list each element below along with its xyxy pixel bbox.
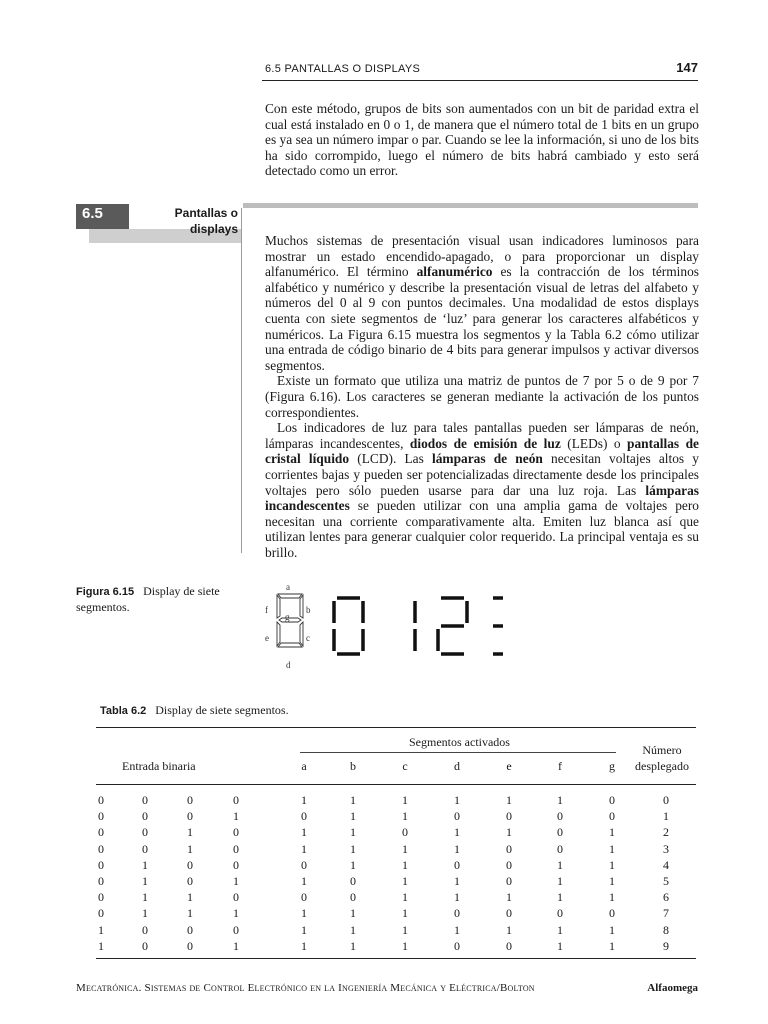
footer-publisher: Alfaomega bbox=[647, 982, 698, 994]
segment-cell: 0 bbox=[609, 793, 615, 807]
segment-cell: 1 bbox=[454, 874, 460, 888]
segment-label-b: b bbox=[306, 605, 311, 615]
segment-column-header-f: f bbox=[558, 759, 562, 773]
footer-book-title: Mecatrónica. Sistemas de Control Electrónico en la Ingeniería Mecánica y Eléctrica/Bolton bbox=[76, 982, 535, 994]
segment-diagram bbox=[277, 594, 303, 647]
segment-cell: 0 bbox=[454, 938, 460, 953]
segment-label-a: a bbox=[286, 582, 290, 592]
displayed-number-cell: 5 bbox=[663, 874, 669, 888]
page-number: 147 bbox=[676, 60, 698, 75]
input-bit-cell: 0 bbox=[142, 938, 148, 953]
segment-cell: 1 bbox=[402, 857, 408, 872]
table-bottom-rule bbox=[96, 958, 696, 959]
text-run: Los indicadores de luz para tales pantallas pueden ser lámparas de neón, lámparas incandescentes, bbox=[265, 420, 699, 451]
header-segments: Segmentos activados bbox=[409, 735, 510, 749]
displayed-number-cell: 7 bbox=[663, 906, 669, 921]
segment-cell: 1 bbox=[454, 793, 460, 807]
input-bit-cell: 0 bbox=[187, 874, 193, 888]
input-bit-cell: 1 bbox=[142, 890, 148, 905]
figure-caption bbox=[76, 584, 246, 615]
segment-cell: 1 bbox=[350, 938, 356, 953]
text-run: se pueden utilizar con una amplia gama de voltajes pero necesitan una corriente comparativamente alta. Emiten luz blanca así que utilizan lentes para generar cualquier color requerido. La principal ventaja es su brillo. bbox=[265, 498, 699, 560]
segment-cell: 0 bbox=[506, 809, 512, 824]
input-bit-cell: 0 bbox=[187, 809, 193, 824]
segment-cell: 1 bbox=[301, 938, 307, 953]
segment-cell: 0 bbox=[301, 890, 307, 905]
segment-label-f: f bbox=[265, 605, 268, 615]
input-bit-cell: 1 bbox=[142, 874, 148, 888]
segment-cell: 1 bbox=[402, 809, 408, 824]
segment-f-shape bbox=[277, 595, 280, 618]
segment-cell: 1 bbox=[350, 825, 356, 840]
input-bit-cell: 1 bbox=[187, 890, 193, 905]
segment-column-header-d: d bbox=[454, 759, 460, 773]
displayed-number-cell: 0 bbox=[663, 793, 669, 807]
segment-d-shape bbox=[278, 643, 302, 647]
header-number-2: desplegado bbox=[635, 759, 689, 773]
input-bit-cell: 0 bbox=[98, 857, 104, 872]
segment-cell: 1 bbox=[301, 841, 307, 856]
bold-term: alfanumérico bbox=[416, 264, 493, 280]
bold-term: lámparas de neón bbox=[432, 451, 543, 467]
segment-cell: 1 bbox=[609, 938, 615, 953]
running-head: 6.5 PANTALLAS O DISPLAYS bbox=[265, 63, 421, 75]
segment-cell: 1 bbox=[557, 874, 563, 888]
input-bit-cell: 0 bbox=[98, 906, 104, 921]
input-bit-cell: 0 bbox=[233, 857, 239, 872]
segment-column-header-e: e bbox=[506, 759, 512, 773]
segment-cell: 0 bbox=[557, 906, 563, 921]
segment-cell: 1 bbox=[609, 874, 615, 888]
segment-cell: 1 bbox=[557, 890, 563, 905]
segment-cell: 1 bbox=[402, 906, 408, 921]
input-bit-cell: 0 bbox=[233, 825, 239, 840]
segment-e-shape bbox=[277, 622, 280, 646]
input-bit-cell: 1 bbox=[233, 938, 239, 953]
segments-header-rule bbox=[300, 752, 616, 753]
displayed-number-cell: 8 bbox=[663, 922, 669, 937]
led-digit-2 bbox=[438, 598, 467, 654]
displayed-number-cell: 2 bbox=[663, 825, 669, 840]
input-bit-cell: 0 bbox=[233, 793, 239, 807]
segment-cell: 0 bbox=[609, 906, 615, 921]
segment-cell: 0 bbox=[301, 857, 307, 872]
input-bit-cell: 1 bbox=[187, 825, 193, 840]
displayed-number-cell: 1 bbox=[663, 809, 669, 824]
segment-cell: 0 bbox=[557, 825, 563, 840]
input-bit-cell: 0 bbox=[187, 938, 193, 953]
led-digit-0 bbox=[334, 598, 363, 654]
segment-cell: 1 bbox=[350, 809, 356, 824]
segment-g-shape bbox=[279, 618, 301, 622]
segment-cell: 1 bbox=[301, 922, 307, 937]
segment-cell: 1 bbox=[350, 906, 356, 921]
table-label: Tabla 6.2 bbox=[100, 705, 147, 717]
input-bit-cell: 0 bbox=[142, 922, 148, 937]
segment-cell: 0 bbox=[506, 906, 512, 921]
digit-readout bbox=[334, 598, 503, 654]
text-run: necesitan voltajes altos y corrientes bajas y pueden ser potencializadas directamente desde los principales voltajes pero sólo pueden usarse para dar una luz roja. Las bbox=[265, 451, 699, 498]
text-run: es la contracción de los términos alfabético y numérico y describe la presentación visual de letras del alfabeto y números del 0 al 9 con puntos decimales. Una modalidad de estos displays cuenta con siete segmentos de ‘luz’ para generar los caracteres alfabéticos y numéricos. La Figura 6.15 muestra los segmentos y la Tabla 6.2 cómo utilizar una entrada de código binario de 4 bits para generar impulsos y activar diversos segmentos. bbox=[265, 264, 699, 373]
segment-cell: 1 bbox=[454, 825, 460, 840]
text-run: (LEDs) o bbox=[560, 435, 628, 451]
segment-cell: 1 bbox=[557, 857, 563, 872]
segment-cell: 0 bbox=[506, 841, 512, 856]
input-bit-cell: 1 bbox=[233, 874, 239, 888]
body-paragraph-3 bbox=[265, 420, 699, 560]
segment-cell: 1 bbox=[454, 890, 460, 905]
segment-cell: 1 bbox=[350, 793, 356, 807]
header-number-1: Número bbox=[642, 743, 682, 757]
table-caption bbox=[100, 703, 289, 718]
segment-cell: 1 bbox=[301, 793, 307, 807]
segment-a-shape bbox=[278, 594, 302, 598]
input-bit-cell: 0 bbox=[233, 890, 239, 905]
input-bit-cell: 1 bbox=[98, 938, 104, 953]
segment-cell: 0 bbox=[350, 874, 356, 888]
body-paragraph-1 bbox=[265, 233, 699, 373]
segment-cell: 1 bbox=[454, 841, 460, 856]
table-top-rule bbox=[96, 727, 696, 728]
figure-caption-text: Display de siete segmentos. bbox=[76, 584, 220, 614]
input-bit-cell: 1 bbox=[233, 809, 239, 824]
segment-cell: 0 bbox=[454, 857, 460, 872]
segment-cell: 0 bbox=[454, 809, 460, 824]
segment-column-header-c: c bbox=[402, 759, 408, 773]
input-bit-cell: 1 bbox=[142, 906, 148, 921]
input-bit-cell: 0 bbox=[187, 857, 193, 872]
segment-cell: 0 bbox=[506, 857, 512, 872]
segment-cell: 1 bbox=[557, 793, 563, 807]
segment-cell: 0 bbox=[402, 825, 408, 840]
segment-cell: 0 bbox=[454, 906, 460, 921]
segment-cell: 0 bbox=[557, 809, 563, 824]
segment-cell: 1 bbox=[402, 922, 408, 937]
segment-cell: 1 bbox=[301, 874, 307, 888]
section-rule bbox=[243, 203, 698, 208]
figure-label: Figura 6.15 bbox=[76, 586, 135, 598]
input-bit-cell: 0 bbox=[98, 874, 104, 888]
segment-cell: 0 bbox=[557, 841, 563, 856]
segment-cell: 1 bbox=[609, 825, 615, 840]
section-body bbox=[265, 233, 699, 560]
segment-cell: 0 bbox=[506, 938, 512, 953]
input-bit-cell: 0 bbox=[142, 809, 148, 824]
input-bit-cell: 0 bbox=[98, 841, 104, 856]
input-bit-cell: 1 bbox=[233, 906, 239, 921]
segment-cell: 1 bbox=[609, 890, 615, 905]
segment-cell: 1 bbox=[506, 890, 512, 905]
segment-cell: 1 bbox=[301, 906, 307, 921]
segment-cell: 0 bbox=[301, 809, 307, 824]
segment-cell: 1 bbox=[454, 922, 460, 937]
input-bit-cell: 0 bbox=[142, 841, 148, 856]
segment-cell: 1 bbox=[506, 922, 512, 937]
segment-cell: 1 bbox=[609, 841, 615, 856]
header-rule bbox=[262, 80, 698, 81]
input-bit-cell: 1 bbox=[98, 922, 104, 937]
input-bit-cell: 0 bbox=[98, 809, 104, 824]
input-bit-cell: 1 bbox=[187, 906, 193, 921]
text-run: Muchos sistemas de presentación visual usan indicadores luminosos para mostrar un estado encendido-apagado, o para proporcionar un display alfanumérico. El término bbox=[265, 233, 699, 280]
displayed-number-cell: 9 bbox=[663, 938, 669, 953]
segment-cell: 1 bbox=[350, 841, 356, 856]
header-binary-input: Entrada binaria bbox=[122, 759, 196, 773]
led-digit-3 bbox=[493, 598, 503, 654]
segment-cell: 1 bbox=[402, 938, 408, 953]
input-bit-cell: 0 bbox=[187, 793, 193, 807]
section-number: 6.5 bbox=[82, 205, 103, 222]
segment-column-header-b: b bbox=[350, 759, 356, 773]
intro-paragraph: Con este método, grupos de bits son aumentados con un bit de paridad extra el cual está instalado en 0 o 1, de manera que el número total de 1 bits en un grupo es ya sea un número impar o par. Cuando se lee la información, si uno de los bits ha sido corrompido, luego el número de bits habrá cambiado y esto será detectado como un error. bbox=[265, 101, 699, 179]
segment-cell: 0 bbox=[506, 874, 512, 888]
table-caption-text: Display de siete segmentos. bbox=[155, 703, 289, 717]
input-bit-cell: 0 bbox=[98, 793, 104, 807]
seven-segment-figure bbox=[258, 580, 503, 672]
displayed-number-cell: 4 bbox=[663, 857, 669, 872]
input-bit-cell: 0 bbox=[233, 922, 239, 937]
segment-label-e: e bbox=[265, 633, 269, 643]
segment-cell: 1 bbox=[402, 890, 408, 905]
input-bit-cell: 0 bbox=[142, 825, 148, 840]
segment-cell: 1 bbox=[557, 922, 563, 937]
segment-cell: 1 bbox=[350, 922, 356, 937]
segment-label-g: g bbox=[285, 612, 290, 622]
segment-cell: 1 bbox=[301, 825, 307, 840]
segment-cell: 1 bbox=[350, 857, 356, 872]
input-bit-cell: 1 bbox=[142, 857, 148, 872]
segment-cell: 1 bbox=[506, 825, 512, 840]
input-bit-cell: 0 bbox=[98, 825, 104, 840]
segment-cell: 0 bbox=[350, 890, 356, 905]
section-margin-line bbox=[241, 208, 242, 553]
bold-term: diodos de emisión de luz bbox=[409, 435, 561, 451]
input-bit-cell: 0 bbox=[233, 841, 239, 856]
segment-label-d: d bbox=[286, 660, 291, 670]
displayed-number-cell: 6 bbox=[663, 890, 669, 905]
segment-cell: 1 bbox=[402, 874, 408, 888]
segment-label-c: c bbox=[306, 633, 310, 643]
segment-cell: 1 bbox=[402, 793, 408, 807]
input-bit-cell: 0 bbox=[142, 793, 148, 807]
displayed-number-cell: 3 bbox=[663, 841, 669, 856]
segment-b-shape bbox=[300, 595, 303, 618]
segment-cell: 1 bbox=[506, 793, 512, 807]
bold-term: pantallas de cristal líquido bbox=[265, 435, 699, 467]
table-header-rule bbox=[96, 784, 696, 785]
segment-cell: 1 bbox=[557, 938, 563, 953]
body-paragraph-2: Existe un formato que utiliza una matriz de puntos de 7 por 5 o de 9 por 7 (Figura 6.16). Los caracteres se generan mediante la activación de los puntos correspondientes. bbox=[265, 373, 699, 420]
input-bit-cell: 0 bbox=[98, 890, 104, 905]
input-bit-cell: 1 bbox=[187, 841, 193, 856]
segment-column-header-g: g bbox=[609, 759, 615, 773]
bold-term: lámparas incandescentes bbox=[265, 482, 699, 514]
section-title: Pantallas o displays bbox=[174, 206, 238, 236]
segment-cell: 1 bbox=[402, 841, 408, 856]
text-run: (LCD). Las bbox=[349, 451, 432, 467]
segment-c-shape bbox=[300, 622, 303, 646]
input-bit-cell: 0 bbox=[187, 922, 193, 937]
segment-column-header-a: a bbox=[301, 759, 307, 773]
segment-cell: 1 bbox=[609, 922, 615, 937]
segment-cell: 0 bbox=[609, 809, 615, 824]
segment-cell: 1 bbox=[609, 857, 615, 872]
